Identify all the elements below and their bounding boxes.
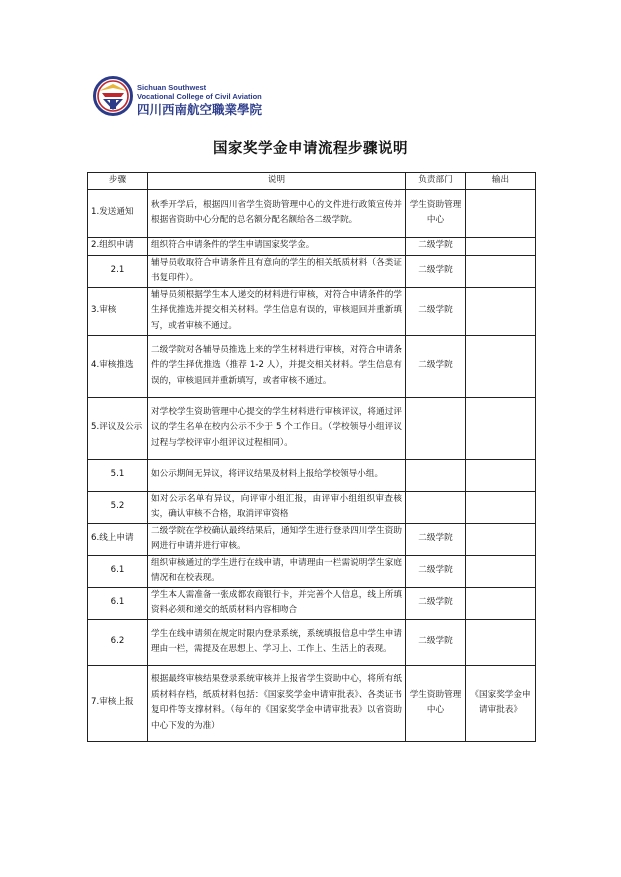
department-cell	[406, 459, 466, 491]
table-row	[88, 255, 536, 287]
description-cell: 学生在线申请须在规定时限内登录系统，系统填报信息中学生申请理由一栏，需提及在思想上、学习上、工作上、生活上的表现。	[148, 619, 406, 665]
output-cell	[466, 459, 536, 491]
table-row	[88, 459, 536, 491]
step-cell: 3.审核	[88, 287, 148, 335]
table-row	[88, 523, 536, 555]
college-logo	[93, 76, 293, 124]
output-cell	[466, 255, 536, 287]
description-cell: 组织审核通过的学生进行在线申请，申请理由一栏需说明学生家庭情况和在校表现。	[148, 555, 406, 587]
table-row	[88, 397, 536, 459]
step-cell: 7.审核上报	[88, 665, 148, 741]
table-row	[88, 555, 536, 587]
table-row	[88, 587, 536, 619]
department-cell: 二级学院	[406, 237, 466, 255]
output-cell	[466, 287, 536, 335]
output-cell	[466, 491, 536, 523]
table-row	[88, 491, 536, 523]
department-cell: 学生资助管理中心	[406, 665, 466, 741]
description-cell: 学生本人需准备一张成都农商银行卡，并完善个人信息，线上所填资料必须和递交的纸质材料内容相吻合	[148, 587, 406, 619]
step-cell: 6.2	[88, 619, 148, 665]
step-cell: 4.审核推选	[88, 335, 148, 397]
header-step: 步骤	[88, 173, 148, 190]
output-cell	[466, 397, 536, 459]
logo-english-line-1: Sichuan Southwest	[137, 83, 207, 92]
description-cell: 二级学院对各辅导员推选上来的学生材料进行审核，对符合申请条件的学生择优推选（推荐 1-2 人），并提交相关材料。学生信息有误的，审核退回并重新填写，或者审核不通过。	[148, 335, 406, 397]
output-cell	[466, 619, 536, 665]
table-row	[88, 619, 536, 665]
output-cell: 《国家奖学金申请审批表》	[466, 665, 536, 741]
department-cell: 二级学院	[406, 255, 466, 287]
logo-chinese-name: 四川西南航空職業學院	[137, 102, 263, 117]
header-output: 输出	[466, 173, 536, 190]
step-cell: 6.1	[88, 555, 148, 587]
department-cell: 二级学院	[406, 619, 466, 665]
description-cell: 对学校学生资助管理中心提交的学生材料进行审核评议，将通过评议的学生名单在校内公示不少于 5 个工作日。（学校领导小组评议过程与学校评审小组评议过程相同）。	[148, 397, 406, 459]
step-cell: 5.2	[88, 491, 148, 523]
table-row	[88, 665, 536, 741]
department-cell: 二级学院	[406, 555, 466, 587]
department-cell: 二级学院	[406, 523, 466, 555]
department-cell: 二级学院	[406, 587, 466, 619]
output-cell	[466, 523, 536, 555]
step-cell: 2.组织申请	[88, 237, 148, 255]
department-cell: 二级学院	[406, 287, 466, 335]
logo-english-line-2: Vocational College of Civil Aviation	[137, 92, 262, 101]
table-row	[88, 237, 536, 255]
table-header-row	[88, 173, 536, 190]
step-cell: 6.线上申请	[88, 523, 148, 555]
step-cell: 5.1	[88, 459, 148, 491]
department-cell	[406, 397, 466, 459]
output-cell	[466, 237, 536, 255]
table-row	[88, 287, 536, 335]
description-cell: 如公示期间无异议，将评议结果及材料上报给学校领导小组。	[148, 459, 406, 491]
description-cell: 二级学院在学校确认最终结果后，通知学生进行登录四川学生资助网进行申请并进行审核。	[148, 523, 406, 555]
description-cell: 如对公示名单有异议，向评审小组汇报，由评审小组组织审查核实，确认审核不合格，取消评审资格	[148, 491, 406, 523]
college-emblem-icon	[93, 76, 133, 120]
step-cell: 1.发送通知	[88, 189, 148, 237]
application-process-table	[87, 172, 536, 742]
description-cell: 秋季开学后，根据四川省学生资助管理中心的文件进行政策宣传并根据省资助中心分配的总名额分配名额给各二级学院。	[148, 189, 406, 237]
output-cell	[466, 189, 536, 237]
table-row	[88, 335, 536, 397]
header-department: 负责部门	[406, 173, 466, 190]
step-cell: 6.1	[88, 587, 148, 619]
output-cell	[466, 587, 536, 619]
header-description: 说明	[148, 173, 406, 190]
step-cell: 5.评议及公示	[88, 397, 148, 459]
department-cell: 二级学院	[406, 335, 466, 397]
description-cell: 辅导员收取符合申请条件且有意向的学生的相关纸质材料（各类证书复印件）。	[148, 255, 406, 287]
description-cell: 辅导员须根据学生本人递交的材料进行审核，对符合申请条件的学生择优推选并提交相关材料。学生信息有误的，审核退回并重新填写，或者审核不通过。	[148, 287, 406, 335]
department-cell: 学生资助管理中心	[406, 189, 466, 237]
table-row	[88, 189, 536, 237]
step-cell: 2.1	[88, 255, 148, 287]
output-cell	[466, 555, 536, 587]
description-cell: 组织符合申请条件的学生申请国家奖学金。	[148, 237, 406, 255]
output-cell	[466, 335, 536, 397]
document-title: 国家奖学金申请流程步骤说明	[213, 141, 408, 157]
description-cell: 根据最终审核结果登录系统审核并上报省学生资助中心，将所有纸质材料存档，纸质材料包括：《国家奖学金申请审批表》、各类证书复印件等支撑材料。（每年的《国家奖学金申请审批表》以省资助中心下发的为准）	[148, 665, 406, 741]
department-cell	[406, 491, 466, 523]
